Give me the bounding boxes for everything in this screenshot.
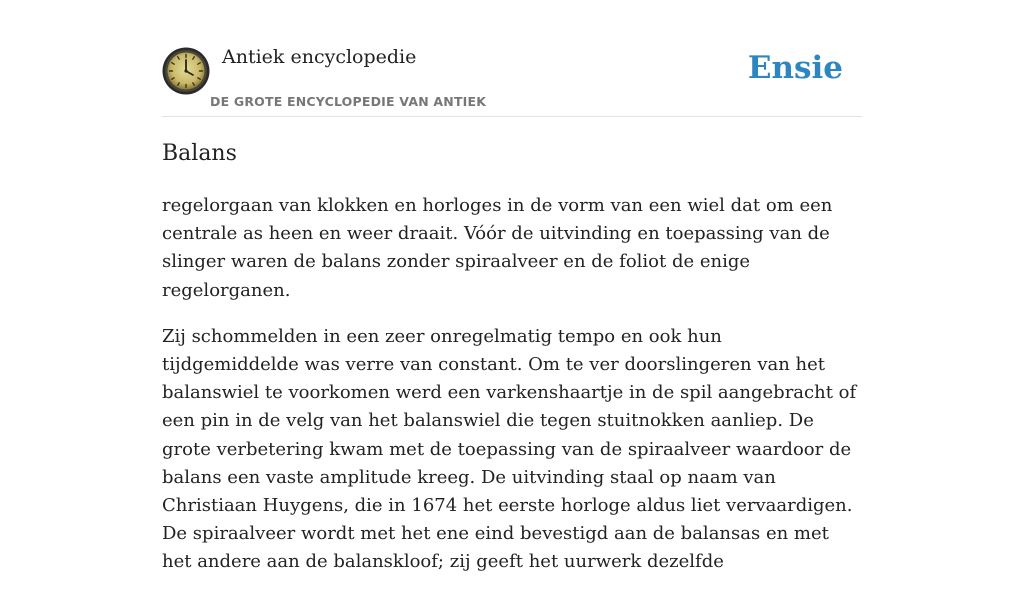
article-paragraph: regelorgaan van klokken en horloges in de vorm van een wiel dat om een centrale as heen en weer draait. Vóór de uitvinding en toepassing van de slinger waren de balans zonder spiraalveer en de foliot de enige regelorganen. — [162, 195, 833, 301]
site-name[interactable]: Antiek encyclopedie — [222, 46, 417, 68]
article-body — [162, 192, 862, 595]
article-paragraph: Zij schommelden in een zeer onregelmatig tempo en ook hun tijdgemiddelde was verre van constant. Om te ver doorslingeren van het balanswiel te voorkomen werd een varkenshaartje in de spil aangebracht of een pin in de velg van het balanswiel die tegen stuitnokken aanliep. De grote verbetering kwam met de toepassing van de spiraalveer waardoor de balans een vaste amplitude kreeg. De uitvinding staal op naam van Christiaan Huygens, die in 1674 het eerste horloge aldus liet vervaardigen. De spiraalveer wordt met het ene eind bevestigd aan de balansas en met het andere aan de balanskloof; zij geeft het uurwerk dezelfde — [162, 325, 857, 573]
site-header — [162, 0, 862, 117]
article-title: Balans — [162, 141, 237, 166]
brand-logo-link[interactable]: Ensie — [747, 50, 843, 86]
site-tagline: DE GROTE ENCYCLOPEDIE VAN ANTIEK — [210, 94, 487, 109]
antique-clock-icon[interactable] — [162, 47, 210, 95]
page-container — [162, 0, 862, 573]
